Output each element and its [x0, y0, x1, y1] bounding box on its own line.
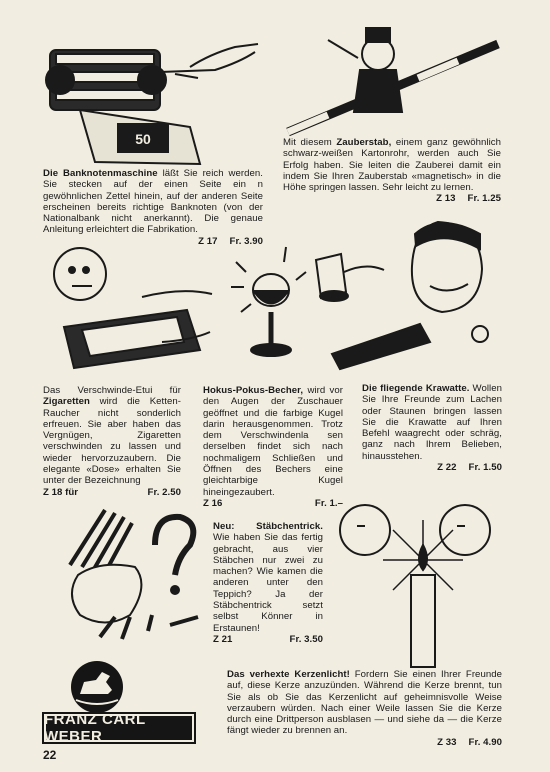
- banknote-text: Die Banknotenmaschine läßt Sie reich werden. Sie stecken auf der einen Seite ein n gewöhnlichen Zettel hinein, auf der anderen Seite erscheinen bereits richtige Banknoten (von der Nationalbank nicht anerkannt). Die genaue Anleitung erleichtert die Fabrikation. Z 17 Fr. 3.90: [43, 168, 263, 247]
- banknote-machine-icon: [40, 32, 265, 170]
- sticks-text: Neu: Stäbchentrick. Wie haben Sie das fertig gebracht, aus vier Stäbchen nur zwei zu machen? Wie kamen die anderen unter den Teppich? Ja der Stäbchentrick setzt selbst Könner in Erstaunen! Z 21 Fr. 3.50: [213, 521, 323, 645]
- sticks-trick-icon: [60, 505, 210, 645]
- flying-tie-icon: [330, 214, 510, 384]
- wand-text: Mit diesem Zauberstab, einem ganz gewöhnlich schwarz-weißen Kartonrohr, werden auch Sie Erfolg haben. Sie leiten die Zauberei damit ein indem Sie Ihren Zauberstab «magnetisch» in die Höhe springen lassen. Sehr leicht zu lernen. Z 13 Fr. 1.25: [283, 137, 502, 205]
- tie-text: Die fliegende Krawatte. Wollen Sie Ihre Freunde zum Lachen oder Staunen bringen lassen Sie die Krawatte auf Ihren Befehl waagrecht oder schräg, ganz nach Ihrem Belieben, hinausstehen. Z 22 Fr. 1.50: [362, 383, 502, 474]
- magic-wand-icon: [268, 22, 513, 142]
- brand-logo: FRANZ CARL WEBER: [42, 712, 196, 744]
- page-number: 22: [43, 748, 57, 762]
- candle-icon: [335, 490, 505, 670]
- cup-text: Hokus-Pokus-Becher, wird vor den Augen der Zuschauer geöffnet und die farbige Kugel darin herausgenommen. Trotz dem Verschwindenla sen derselben findet sich nach nochmaligem Schließen und Öffnen des Bechers eine gleichtarbige Kugel hineingezaubert. Z 16 Fr. 1.–: [203, 385, 344, 509]
- rocking-horse-logo-icon: [62, 660, 132, 714]
- svg-text:50: 50: [135, 131, 151, 147]
- cigarette-case-icon: [42, 242, 222, 374]
- candle-text: Das verhexte Kerzenlicht! Fordern Sie einen Ihrer Freunde auf, diese Kerze anzuzünden. Während die Kerze brennt, tun Sie als ob Sie das Kerzenlicht auf geheimnisvolle Weise verzaubern würden. Nach einer Weile lassen Sie die Kerze durch eine Drittperson ausblasen — und siehe da — die Kerze fängt wieder zu brennen an. Z 33 Fr. 4.90: [227, 669, 502, 748]
- cigarette-case-text: Das Verschwinde-Etui für Zigaretten wird die Ketten-Raucher nicht sonderlich erfreuen. Sie aber haben das Vergnügen, Zigaretten verschwinden zu lassen und wieder hervorzuzaubern. Die elegante «Dose» erhalten Sie unter der Bezeichnung Z 18 für Fr. 2.50: [43, 385, 181, 498]
